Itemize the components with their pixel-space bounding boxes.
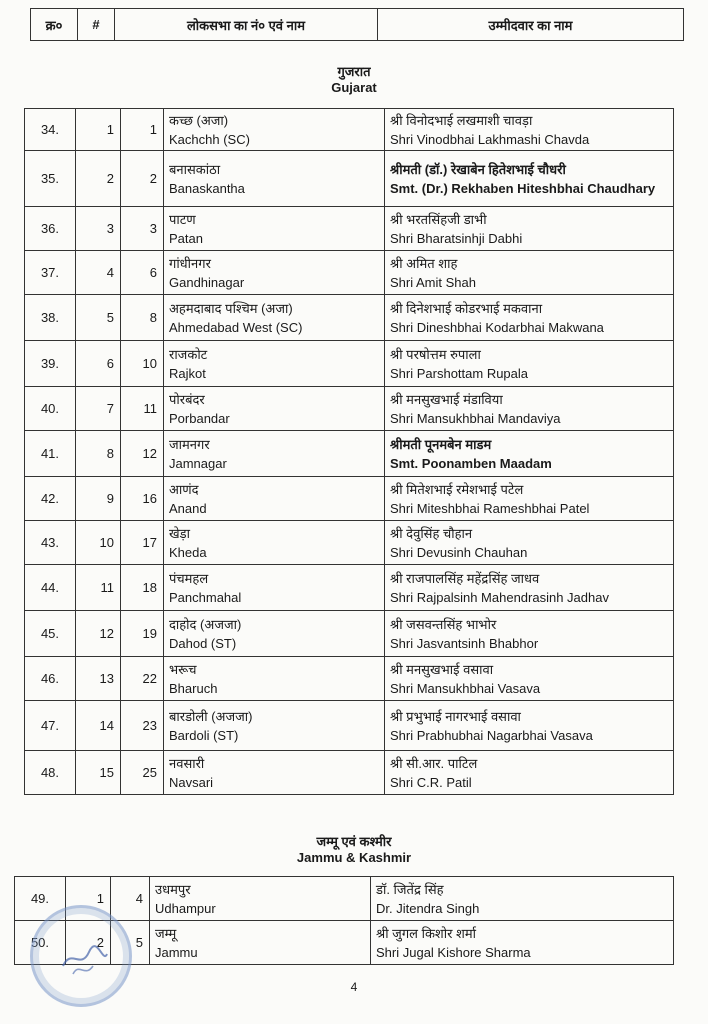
constituency-name-english: Patan: [169, 230, 203, 246]
page-number: 4: [350, 980, 358, 994]
constituency-cell: [164, 751, 385, 795]
serial-number: 47.: [25, 701, 76, 751]
candidate-cell: [385, 701, 674, 751]
serial-number: 45.: [25, 611, 76, 657]
candidate-cell: [385, 477, 674, 521]
candidate-name-english: Shri Bharatsinhji Dabhi: [390, 230, 523, 246]
constituency-number: 1: [121, 109, 164, 151]
candidate-name-hindi: श्री अमित शाह: [390, 255, 458, 271]
state-index: 8: [76, 431, 121, 477]
constituency-name-hindi: राजकोट: [169, 346, 208, 362]
table-row: [25, 657, 674, 701]
constituency-name-english: Panchmahal: [169, 589, 242, 605]
constituency-name-hindi: अहमदाबाद पश्चिम (अजा): [169, 300, 293, 316]
serial-number: 40.: [25, 387, 76, 431]
serial-number: 46.: [25, 657, 76, 701]
candidate-cell: [385, 295, 674, 341]
state-index: 12: [76, 611, 121, 657]
candidate-name-hindi: श्री सी.आर. पाटिल: [390, 755, 478, 771]
candidate-cell: [385, 207, 674, 251]
serial-number: 36.: [25, 207, 76, 251]
state-index: 2: [76, 151, 121, 207]
section-title-hindi: गुजरात: [337, 64, 371, 79]
state-index: 10: [76, 521, 121, 565]
candidate-cell: [371, 921, 674, 965]
constituency-cell: [164, 295, 385, 341]
constituency-cell: [164, 341, 385, 387]
candidate-name-english: Shri Prabhubhai Nagarbhai Vasava: [390, 727, 593, 743]
constituency-name-english: Porbandar: [169, 410, 230, 426]
header-candidate: उम्मीदवार का नाम: [378, 9, 684, 41]
table-row: [25, 341, 674, 387]
constituency-number: 19: [121, 611, 164, 657]
candidate-name-hindi: श्री जुगल किशोर शर्मा: [376, 925, 477, 941]
constituency-cell: [164, 431, 385, 477]
state-index: 6: [76, 341, 121, 387]
constituency-name-english: Banaskantha: [169, 180, 245, 196]
state-index: 5: [76, 295, 121, 341]
candidate-cell: [371, 877, 674, 921]
constituency-name-hindi: उधमपुर: [155, 881, 191, 897]
constituency-cell: [164, 477, 385, 521]
table-row: [25, 251, 674, 295]
candidate-name-english: Shri Parshottam Rupala: [390, 365, 529, 381]
candidate-cell: [385, 565, 674, 611]
serial-number: 44.: [25, 565, 76, 611]
state-index: 13: [76, 657, 121, 701]
constituency-name-hindi: खेड़ा: [169, 525, 190, 541]
constituency-number: 6: [121, 251, 164, 295]
constituency-name-hindi: भरूच: [169, 661, 197, 677]
candidate-cell: [385, 251, 674, 295]
candidate-name-hindi: श्रीमती (डॉ.) रेखाबेन हितेशभाई चौधरी: [390, 161, 566, 177]
table-row: [25, 701, 674, 751]
constituency-number: 5: [111, 921, 150, 965]
candidate-name-hindi: श्रीमती पूनमबेन माडम: [390, 436, 492, 452]
constituency-number: 2: [121, 151, 164, 207]
candidate-name-hindi: श्री देवुसिंह चौहान: [390, 525, 473, 541]
section-title-english: Jammu & Kashmir: [296, 850, 412, 865]
candidate-cell: [385, 341, 674, 387]
serial-number: 35.: [25, 151, 76, 207]
table-row: [25, 207, 674, 251]
candidate-cell: [385, 611, 674, 657]
header-hash: #: [78, 9, 115, 41]
serial-number: 34.: [25, 109, 76, 151]
table-row: [25, 751, 674, 795]
constituency-number: 22: [121, 657, 164, 701]
serial-number: 37.: [25, 251, 76, 295]
serial-number: 48.: [25, 751, 76, 795]
table-row: [25, 151, 674, 207]
state-index: 2: [66, 921, 111, 965]
table-row: [25, 521, 674, 565]
constituency-number: 17: [121, 521, 164, 565]
state-index: 7: [76, 387, 121, 431]
section-title-gujarat: [0, 64, 708, 96]
table-row: [25, 109, 674, 151]
constituency-cell: [164, 565, 385, 611]
constituency-name-english: Jammu: [155, 944, 198, 960]
constituency-name-english: Ahmedabad West (SC): [169, 319, 303, 335]
header-table: [30, 8, 684, 41]
candidate-cell: [385, 431, 674, 477]
constituency-name-english: Kheda: [169, 544, 207, 560]
candidate-name-english: Shri Vinodbhai Lakhmashi Chavda: [390, 131, 590, 147]
constituency-number: 8: [121, 295, 164, 341]
state-index: 14: [76, 701, 121, 751]
serial-number: 50.: [15, 921, 66, 965]
header-constituency: लोकसभा का नं० एवं नाम: [115, 9, 378, 41]
section-title-english: Gujarat: [331, 80, 377, 95]
state-index: 3: [76, 207, 121, 251]
header-row: [31, 9, 684, 41]
table-row: [25, 477, 674, 521]
state-index: 15: [76, 751, 121, 795]
table-row: [25, 611, 674, 657]
candidate-name-english: Smt. Poonamben Maadam: [390, 455, 552, 471]
gujarat-table: [24, 108, 674, 795]
constituency-name-hindi: आणंद: [169, 481, 199, 497]
candidate-cell: [385, 109, 674, 151]
serial-number: 38.: [25, 295, 76, 341]
candidate-name-hindi: श्री मनसुखभाई वसावा: [390, 661, 494, 677]
constituency-cell: [164, 657, 385, 701]
serial-number: 43.: [25, 521, 76, 565]
constituency-name-english: Kachchh (SC): [169, 131, 250, 147]
serial-number: 49.: [15, 877, 66, 921]
candidate-name-hindi: श्री मनसुखभाई मंडाविया: [390, 391, 503, 407]
candidate-name-english: Shri Amit Shah: [390, 274, 476, 290]
table-row: [25, 431, 674, 477]
candidate-name-english: Shri Rajpalsinh Mahendrasinh Jadhav: [390, 589, 609, 605]
constituency-cell: [164, 701, 385, 751]
constituency-cell: [164, 151, 385, 207]
candidate-name-english: Shri Jugal Kishore Sharma: [376, 944, 531, 960]
candidate-name-english: Smt. (Dr.) Rekhaben Hiteshbhai Chaudhary: [390, 180, 656, 196]
table-row: [25, 387, 674, 431]
constituency-name-hindi: नवसारी: [169, 755, 205, 771]
constituency-number: 4: [111, 877, 150, 921]
candidate-name-english: Shri Jasvantsinh Bhabhor: [390, 635, 539, 651]
candidate-name-english: Dr. Jitendra Singh: [376, 900, 480, 916]
constituency-number: 11: [121, 387, 164, 431]
constituency-name-hindi: जामनगर: [169, 436, 210, 452]
constituency-name-hindi: बनासकांठा: [169, 161, 221, 177]
constituency-number: 10: [121, 341, 164, 387]
candidate-name-english: Shri Miteshbhai Rameshbhai Patel: [390, 500, 590, 516]
candidate-name-hindi: श्री राजपालसिंह महेंद्रसिंह जाधव: [390, 570, 540, 586]
candidate-name-hindi: डॉ. जितेंद्र सिंह: [376, 881, 444, 897]
candidate-name-hindi: श्री जसवन्तसिंह भाभोर: [390, 616, 497, 632]
candidate-name-english: Shri C.R. Patil: [390, 774, 472, 790]
serial-number: 42.: [25, 477, 76, 521]
constituency-number: 18: [121, 565, 164, 611]
constituency-number: 25: [121, 751, 164, 795]
constituency-name-english: Udhampur: [155, 900, 216, 916]
constituency-name-hindi: पाटण: [169, 211, 196, 227]
candidate-cell: [385, 151, 674, 207]
candidate-name-english: Shri Dineshbhai Kodarbhai Makwana: [390, 319, 604, 335]
constituency-name-hindi: जम्मू: [155, 925, 177, 941]
constituency-name-english: Bardoli (ST): [169, 727, 239, 743]
section-title-hindi: जम्मू एवं कश्मीर: [316, 834, 392, 849]
candidate-cell: [385, 657, 674, 701]
candidate-name-hindi: श्री भरतसिंहजी डाभी: [390, 211, 487, 227]
candidate-name-hindi: श्री प्रभुभाई नागरभाई वसावा: [390, 708, 521, 724]
candidate-name-english: Shri Devusinh Chauhan: [390, 544, 528, 560]
constituency-cell: [150, 921, 371, 965]
candidate-name-hindi: श्री विनोदभाई लखमाशी चावड़ा: [390, 112, 533, 128]
table-row: [25, 295, 674, 341]
candidate-name-hindi: श्री मितेशभाई रमेशभाई पटेल: [390, 481, 524, 497]
candidate-name-hindi: श्री परषोत्तम रुपाला: [390, 346, 481, 362]
constituency-name-hindi: पोरबंदर: [169, 391, 205, 407]
constituency-name-english: Dahod (ST): [169, 635, 237, 651]
serial-number: 41.: [25, 431, 76, 477]
constituency-cell: [164, 207, 385, 251]
constituency-name-hindi: बारडोली (अजजा): [169, 708, 253, 724]
state-index: 4: [76, 251, 121, 295]
constituency-cell: [164, 521, 385, 565]
header-kr: क्र०: [31, 9, 78, 41]
constituency-name-english: Jamnagar: [169, 455, 227, 471]
constituency-name-hindi: पंचमहल: [169, 570, 209, 586]
constituency-number: 3: [121, 207, 164, 251]
constituency-cell: [164, 387, 385, 431]
candidate-name-english: Shri Mansukhbhai Vasava: [390, 680, 541, 696]
section-title-jk: [0, 834, 708, 866]
constituency-number: 12: [121, 431, 164, 477]
state-index: 11: [76, 565, 121, 611]
serial-number: 39.: [25, 341, 76, 387]
candidate-name-english: Shri Mansukhbhai Mandaviya: [390, 410, 561, 426]
constituency-name-english: Anand: [169, 500, 207, 516]
constituency-name-english: Gandhinagar: [169, 274, 245, 290]
state-index: 1: [66, 877, 111, 921]
constituency-cell: [164, 251, 385, 295]
state-index: 1: [76, 109, 121, 151]
constituency-number: 16: [121, 477, 164, 521]
candidate-name-hindi: श्री दिनेशभाई कोडरभाई मकवाना: [390, 300, 543, 316]
candidate-cell: [385, 751, 674, 795]
constituency-cell: [164, 611, 385, 657]
table-row: [25, 565, 674, 611]
constituency-number: 23: [121, 701, 164, 751]
candidate-cell: [385, 521, 674, 565]
constituency-name-hindi: दाहोद (अजजा): [169, 616, 242, 632]
constituency-name-english: Bharuch: [169, 680, 218, 696]
constituency-cell: [150, 877, 371, 921]
constituency-name-english: Navsari: [169, 774, 214, 790]
constituency-name-english: Rajkot: [169, 365, 206, 381]
constituency-name-hindi: गांधीनगर: [169, 255, 211, 271]
candidate-cell: [385, 387, 674, 431]
constituency-name-hindi: कच्छ (अजा): [169, 112, 229, 128]
constituency-cell: [164, 109, 385, 151]
state-index: 9: [76, 477, 121, 521]
